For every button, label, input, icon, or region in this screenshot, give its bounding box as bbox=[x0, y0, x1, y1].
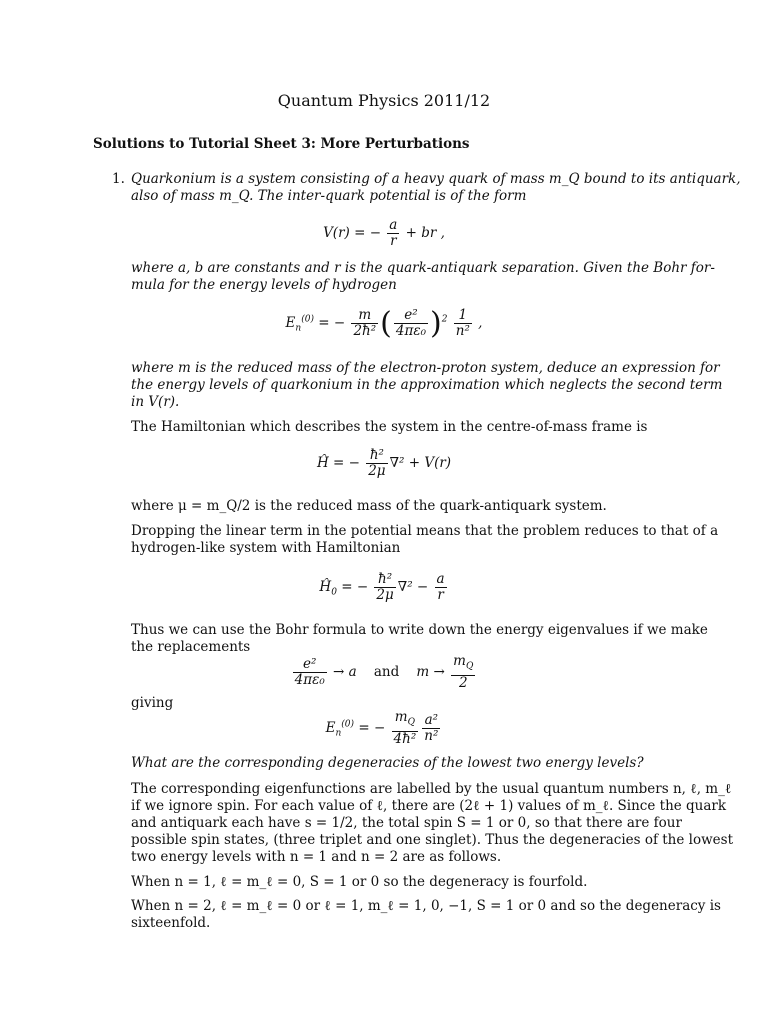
question-intro-line-2: also of mass m_Q. The inter-quark potential is of the form bbox=[131, 188, 527, 204]
equation-bohr-formula: $E_n^{(0)}$ = − $\frac{m}{\text{2ħ²}}$ ( $\frac{\text{e²}}{\text{4πε₀}}$ )$^2$ $\frac{1}{\text{n²}}$ , bbox=[285, 306, 483, 341]
solution-para-3-line-1: Dropping the linear term in the potential means that the problem reduces to that of a bbox=[131, 523, 719, 539]
equation-energy-result: $E_n^{(0)}$ = − $\frac{m_Q}{\text{4ħ²}}$ $\frac{\text{a²}}{\text{n²}}$ bbox=[325, 709, 439, 747]
solution-para-6-line-1: The corresponding eigenfunctions are labelled by the usual quantum numbers n, ℓ, m_ℓ bbox=[131, 781, 732, 797]
solution-para-6-line-4: possible spin states, (three triplet and one singlet). Thus the degeneracies of the lowest bbox=[131, 832, 734, 848]
question-line-7: in V(r). bbox=[131, 394, 180, 410]
equation-replacements: $\frac{\text{e²}}{\text{4πε₀}}$ → a and m → $\frac{m_Q}{2}$ bbox=[294, 653, 474, 691]
and-word: and bbox=[373, 663, 400, 680]
solution-para-8-line-2: sixteenfold. bbox=[131, 915, 211, 931]
section-subtitle: Solutions to Tutorial Sheet 3: More Perturbations bbox=[93, 136, 470, 152]
solution-para-8-line-1: When n = 2, ℓ = m_ℓ = 0 or ℓ = 1, m_ℓ = 1, 0, −1, S = 1 or 0 and so the degeneracy is bbox=[131, 898, 721, 914]
solution-para-5: giving bbox=[131, 695, 174, 711]
solution-para-4-line-2: the replacements bbox=[131, 639, 251, 655]
equation-potential: V(r) = − $\frac{a}{r}$ + br , bbox=[323, 217, 445, 249]
equation-hamiltonian: Ĥ = − $\frac{\text{ħ²}}{2\mu}$ ∇² + V(r) bbox=[316, 447, 452, 479]
solution-para-7: When n = 1, ℓ = m_ℓ = 0, S = 1 or 0 so the degeneracy is fourfold. bbox=[131, 874, 588, 890]
solution-para-6-line-3: and antiquark each have s = 1/2, the total spin S = 1 or 0, so that there are four bbox=[131, 815, 682, 831]
question-followup: What are the corresponding degeneracies of the lowest two energy levels? bbox=[131, 755, 644, 771]
solution-para-6-line-5: two energy levels with n = 1 and n = 2 are as follows. bbox=[131, 849, 502, 865]
question-number: 1. bbox=[112, 171, 125, 187]
solution-para-6-line-2: if we ignore spin. For each value of ℓ, there are (2ℓ + 1) values of m_ℓ. Since the quark bbox=[131, 798, 727, 814]
page-title: Quantum Physics 2011/12 bbox=[277, 91, 491, 110]
question-line-5: where m is the reduced mass of the electron-proton system, deduce an expression for bbox=[131, 360, 720, 376]
question-intro-line-1: Quarkonium is a system consisting of a heavy quark of mass m_Q bound to its antiquark, bbox=[131, 171, 741, 187]
question-line-4: mula for the energy levels of hydrogen bbox=[131, 277, 397, 293]
question-line-3: where a, b are constants and r is the quark-antiquark separation. Given the Bohr for- bbox=[131, 260, 715, 276]
equation-hamiltonian-h0: $Ĥ_0$ = − $\frac{\text{ħ²}}{2\mu}$ ∇² − $\frac{a}{r}$ bbox=[319, 571, 445, 603]
solution-para-1: The Hamiltonian which describes the system in the centre-of-mass frame is bbox=[131, 419, 648, 435]
solution-para-3-line-2: hydrogen-like system with Hamiltonian bbox=[131, 540, 401, 556]
question-line-6: the energy levels of quarkonium in the approximation which neglects the second term bbox=[131, 377, 723, 393]
solution-para-2: where μ = m_Q/2 is the reduced mass of the quark-antiquark system. bbox=[131, 498, 607, 514]
solution-para-4-line-1: Thus we can use the Bohr formula to write down the energy eigenvalues if we make bbox=[131, 622, 708, 638]
